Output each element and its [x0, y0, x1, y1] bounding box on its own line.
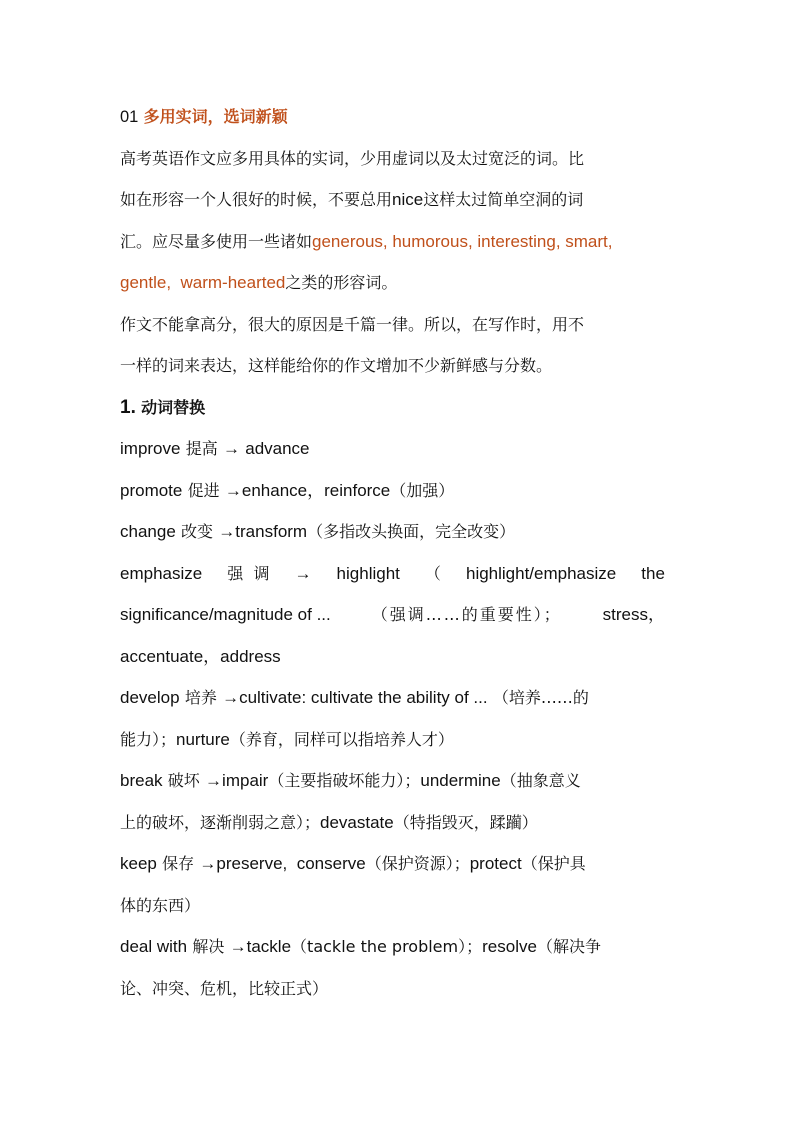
- arrow-icon: →: [205, 771, 223, 790]
- entry-develop: [120, 682, 665, 724]
- entry-break-line-2: [120, 807, 665, 849]
- entry-emphasize-line-2: [120, 599, 665, 641]
- entry-alternative: tackle: [246, 937, 292, 956]
- entry-word: break: [120, 771, 163, 790]
- entry-alternative: impair: [222, 771, 269, 790]
- arrow-icon: →: [222, 439, 240, 458]
- open-paren: （: [424, 563, 441, 583]
- entry-alternative: cultivate: cultivate the ability of ...: [239, 688, 488, 707]
- paragraph-1-text: 之类的形容词。: [285, 273, 398, 292]
- entry-word: promote: [120, 480, 183, 500]
- entry-keep-line-2: 体的东西）: [120, 895, 201, 915]
- entry-alternative: highlight: [336, 563, 400, 583]
- entry-keep: [120, 848, 665, 890]
- entry-word: improve: [120, 439, 181, 458]
- paragraph-1-text: 汇。应尽量多使用一些诸如: [120, 231, 313, 251]
- arrow-icon: →: [218, 522, 236, 541]
- entry-note: 上的破坏，逐渐削弱之意）；: [120, 812, 321, 832]
- entry-word: keep: [120, 854, 157, 873]
- paragraph-2-line-2: 一样的词来表达，这样能给你的作文增加不少新鲜感与分数。: [120, 356, 553, 375]
- entry-deal-with-line-2: 论、冲突、危机，比较正式）: [120, 978, 329, 998]
- entry-alternative: enhance，reinforce: [241, 480, 391, 500]
- arrow-icon: →: [199, 854, 217, 873]
- entry-note: （强调……的重要性）；: [371, 605, 562, 624]
- subsection-number: 1.: [120, 396, 136, 418]
- subsection-heading: [120, 392, 665, 434]
- paragraph-1-line-2: [120, 184, 665, 226]
- entry-word: emphasize: [120, 563, 203, 583]
- entry-alternative: nurture: [176, 729, 230, 749]
- entry-meaning: 强 调: [227, 563, 270, 583]
- entry-note: （加强）: [390, 480, 455, 500]
- entry-alternative: devastate: [320, 812, 394, 832]
- paragraph-1-line-4: [120, 267, 665, 309]
- entry-improve: [120, 433, 665, 475]
- section-heading: [120, 101, 665, 143]
- entry-note: （保护资源）；: [365, 854, 470, 873]
- entry-alternative: undermine: [420, 771, 501, 790]
- entry-meaning: 促进: [187, 480, 220, 500]
- entry-deal-with: [120, 931, 665, 973]
- entry-note: 能力）；: [120, 729, 177, 749]
- paragraph-1-line-1: 高考英语作文应多用具体的实词，少用虚词以及太过宽泛的词。比: [120, 148, 585, 168]
- paragraph-1-text: 如在形容一个人很好的时候，不要总用: [120, 190, 393, 209]
- paragraph-1-text: 这样太过简单空洞的词: [423, 190, 584, 209]
- entry-alternative: protect: [469, 854, 522, 873]
- arrow-icon: →: [229, 937, 247, 956]
- entry-promote: [120, 475, 665, 517]
- entry-change: [120, 516, 665, 558]
- subsection-title: 动词替换: [141, 397, 206, 417]
- entry-note: （主要指破坏能力）；: [268, 771, 421, 790]
- entry-break: [120, 765, 665, 807]
- entry-alternative: significance/magnitude of ...: [120, 605, 331, 624]
- entry-alternative: the: [641, 563, 665, 583]
- entry-meaning: 破坏: [167, 771, 200, 790]
- paragraph-1-line-3: [120, 226, 665, 268]
- entry-alternative: stress，: [602, 605, 665, 624]
- entry-word: change: [120, 522, 176, 541]
- adjective-examples: gentle, warm-hearted: [120, 273, 286, 292]
- entry-note: （多指改头换面，完全改变）: [307, 522, 516, 541]
- adjective-examples: generous, humorous, interesting, smart,: [312, 231, 613, 251]
- section-number: 01: [120, 108, 139, 126]
- entry-meaning: 保存: [162, 854, 195, 873]
- entry-alternative: advance: [245, 439, 310, 458]
- entry-alternative: transform: [235, 522, 308, 541]
- entry-alternative: resolve: [482, 937, 537, 956]
- entry-meaning: 解决: [192, 937, 225, 956]
- document-page: [120, 101, 665, 1014]
- arrow-icon: →: [222, 688, 240, 707]
- entry-emphasize-line-3: accentuate，address: [120, 646, 281, 666]
- entry-meaning: 改变: [181, 522, 214, 541]
- entry-develop-line-2: [120, 724, 665, 766]
- entry-emphasize: [120, 558, 665, 600]
- entry-note: （保护具: [521, 854, 586, 873]
- entry-word: develop: [120, 688, 180, 707]
- entry-alternative: highlight/emphasize: [465, 563, 617, 583]
- keyword-nice: nice: [392, 190, 424, 209]
- entry-note: （tackle the problem）；: [291, 937, 483, 956]
- paragraph-2-line-1: 作文不能拿高分，很大的原因是千篇一律。所以，在写作时，用不: [120, 314, 585, 334]
- entry-note: （培养……的: [492, 688, 589, 707]
- arrow-icon: →: [294, 563, 312, 583]
- entry-word: deal with: [120, 937, 188, 956]
- arrow-icon: →: [224, 480, 242, 500]
- section-title: 多用实词，选词新颖: [143, 107, 288, 126]
- entry-alternative: preserve, conserve: [216, 854, 366, 873]
- entry-note: （特指毁灭，蹂躏）: [393, 812, 538, 832]
- entry-meaning: 培养: [184, 688, 217, 707]
- entry-note: （养育，同样可以指培养人才）: [229, 729, 454, 749]
- entry-note: （抽象意义: [500, 771, 581, 790]
- entry-meaning: 提高: [185, 439, 218, 458]
- entry-note: （解决争: [536, 937, 601, 956]
